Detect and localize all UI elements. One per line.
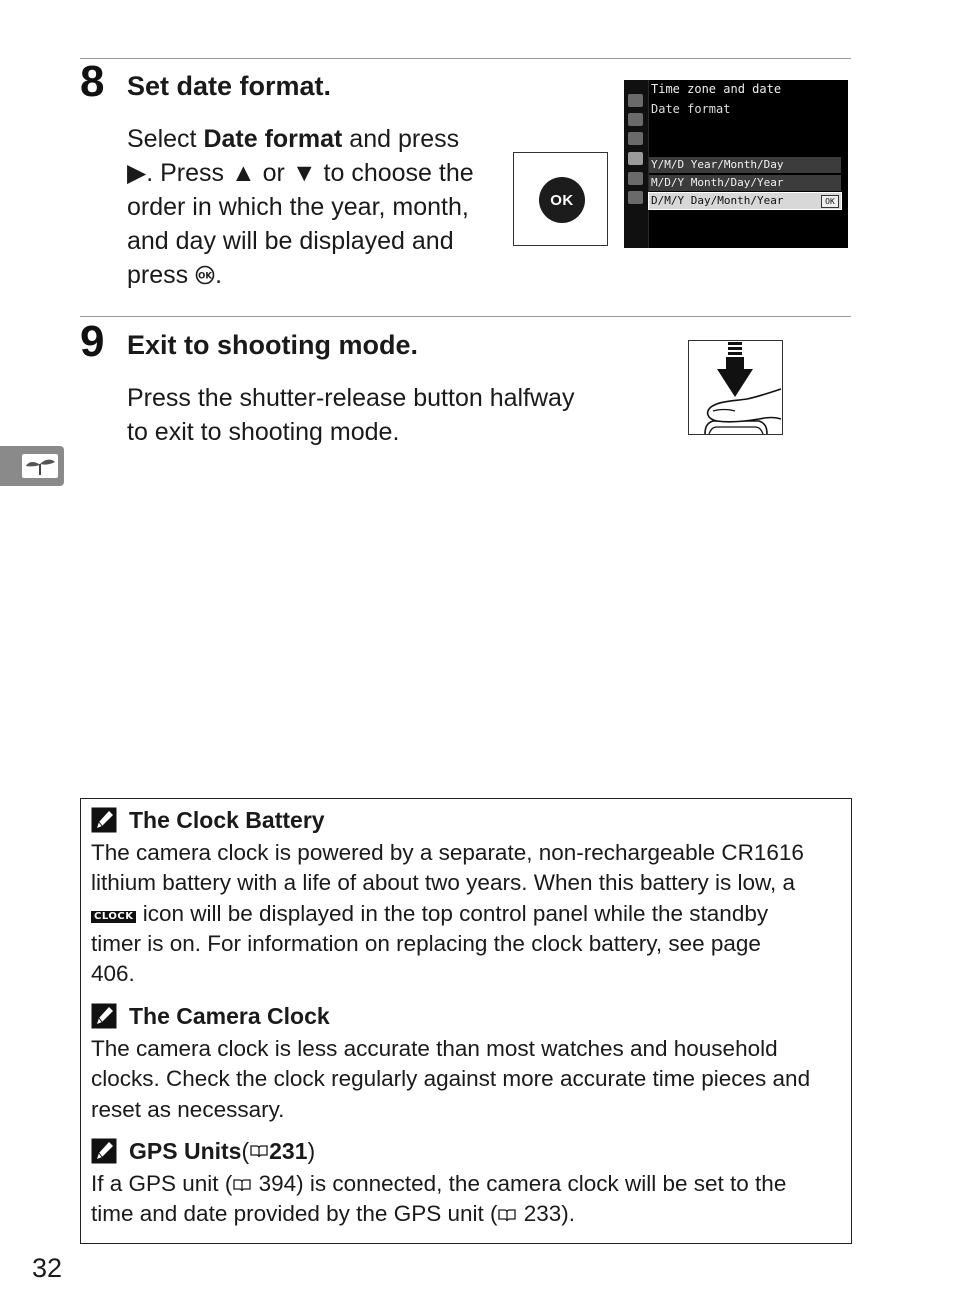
note-body: The camera clock is less accurate than most watches and household clocks. Check the clock regularly against more accurate time pieces and reset as necessary. (91, 1036, 811, 1122)
camera-menu-subheader: Date format (651, 102, 731, 116)
finger-press-icon (689, 341, 782, 434)
date-format-option-ymd[interactable]: Y/M/D Year/Month/Day (649, 157, 841, 173)
shutter-release-illustration (688, 340, 783, 435)
page-reference[interactable]: 231 (269, 1138, 308, 1164)
page-reference-icon (498, 1208, 516, 1222)
date-format-option-mdy[interactable]: M/D/Y Month/Day/Year (649, 175, 841, 191)
setup-menu-icon (628, 152, 643, 165)
ok-button-illustration (513, 152, 608, 246)
note-title: The Clock Battery (91, 805, 841, 835)
date-format-option-dmy[interactable]: D/M/Y Day/Month/Year OK (649, 193, 841, 209)
note-title: GPS Units ( 231 ) (91, 1136, 841, 1166)
page-reference-icon (250, 1144, 268, 1158)
pencil-icon (91, 807, 117, 833)
page-number: 32 (32, 1253, 63, 1283)
note-title: The Camera Clock (91, 1001, 841, 1031)
note-gps-units (91, 1136, 841, 1230)
pencil-icon (91, 1003, 117, 1029)
note-body: If a GPS unit ( 394) is connected, the camera clock will be set to the time and date provided by the GPS unit ( 233). (91, 1171, 787, 1227)
retouch-menu-icon (628, 172, 643, 185)
svg-text:OK: OK (198, 271, 212, 282)
ok-symbol-icon (195, 265, 215, 285)
chapter-tab (0, 446, 64, 486)
step-8-title: Set date format. (127, 71, 332, 101)
ok-badge: OK (821, 195, 839, 208)
step-9-number: 9 (80, 317, 105, 366)
date-format-term: Date format (203, 125, 343, 153)
step-9-body: Press the shutter-release button halfway to exit to shooting mode. (127, 384, 575, 446)
camera-menu-sidebar (624, 80, 649, 248)
step-9-title: Exit to shooting mode. (127, 330, 418, 360)
step-8-number: 8 (80, 57, 105, 106)
first-steps-icon (22, 454, 58, 478)
clock-battery-icon: CLOCK (91, 911, 136, 923)
step-8-body: Select Date format and press ▶. Press ▲ or ▼ to choose the order in which the year, month, and day will be displayed and press OK . (127, 125, 474, 289)
camera-menu-screen (624, 80, 848, 248)
my-menu-icon (628, 191, 643, 204)
custom-settings-icon (628, 132, 643, 145)
pencil-icon (91, 1138, 117, 1164)
note-clock-battery (91, 805, 841, 989)
step-divider (80, 316, 851, 317)
top-divider (80, 58, 851, 59)
note-camera-clock (91, 1001, 841, 1125)
note-body: The camera clock is powered by a separate, non-rechargeable CR1616 lithium battery with a life of about two years. When this battery is low, a CLOCK icon will be displayed in the top control panel while the standby timer is on. For information on replacing the clock battery, see page 406. (91, 840, 804, 987)
page-reference-icon (233, 1178, 251, 1192)
ok-button-icon: OK (539, 177, 585, 223)
notes-box (80, 798, 852, 1244)
camera-menu-header: Time zone and date (651, 82, 782, 96)
shooting-menu-icon (628, 113, 643, 126)
playback-menu-icon (628, 94, 643, 107)
